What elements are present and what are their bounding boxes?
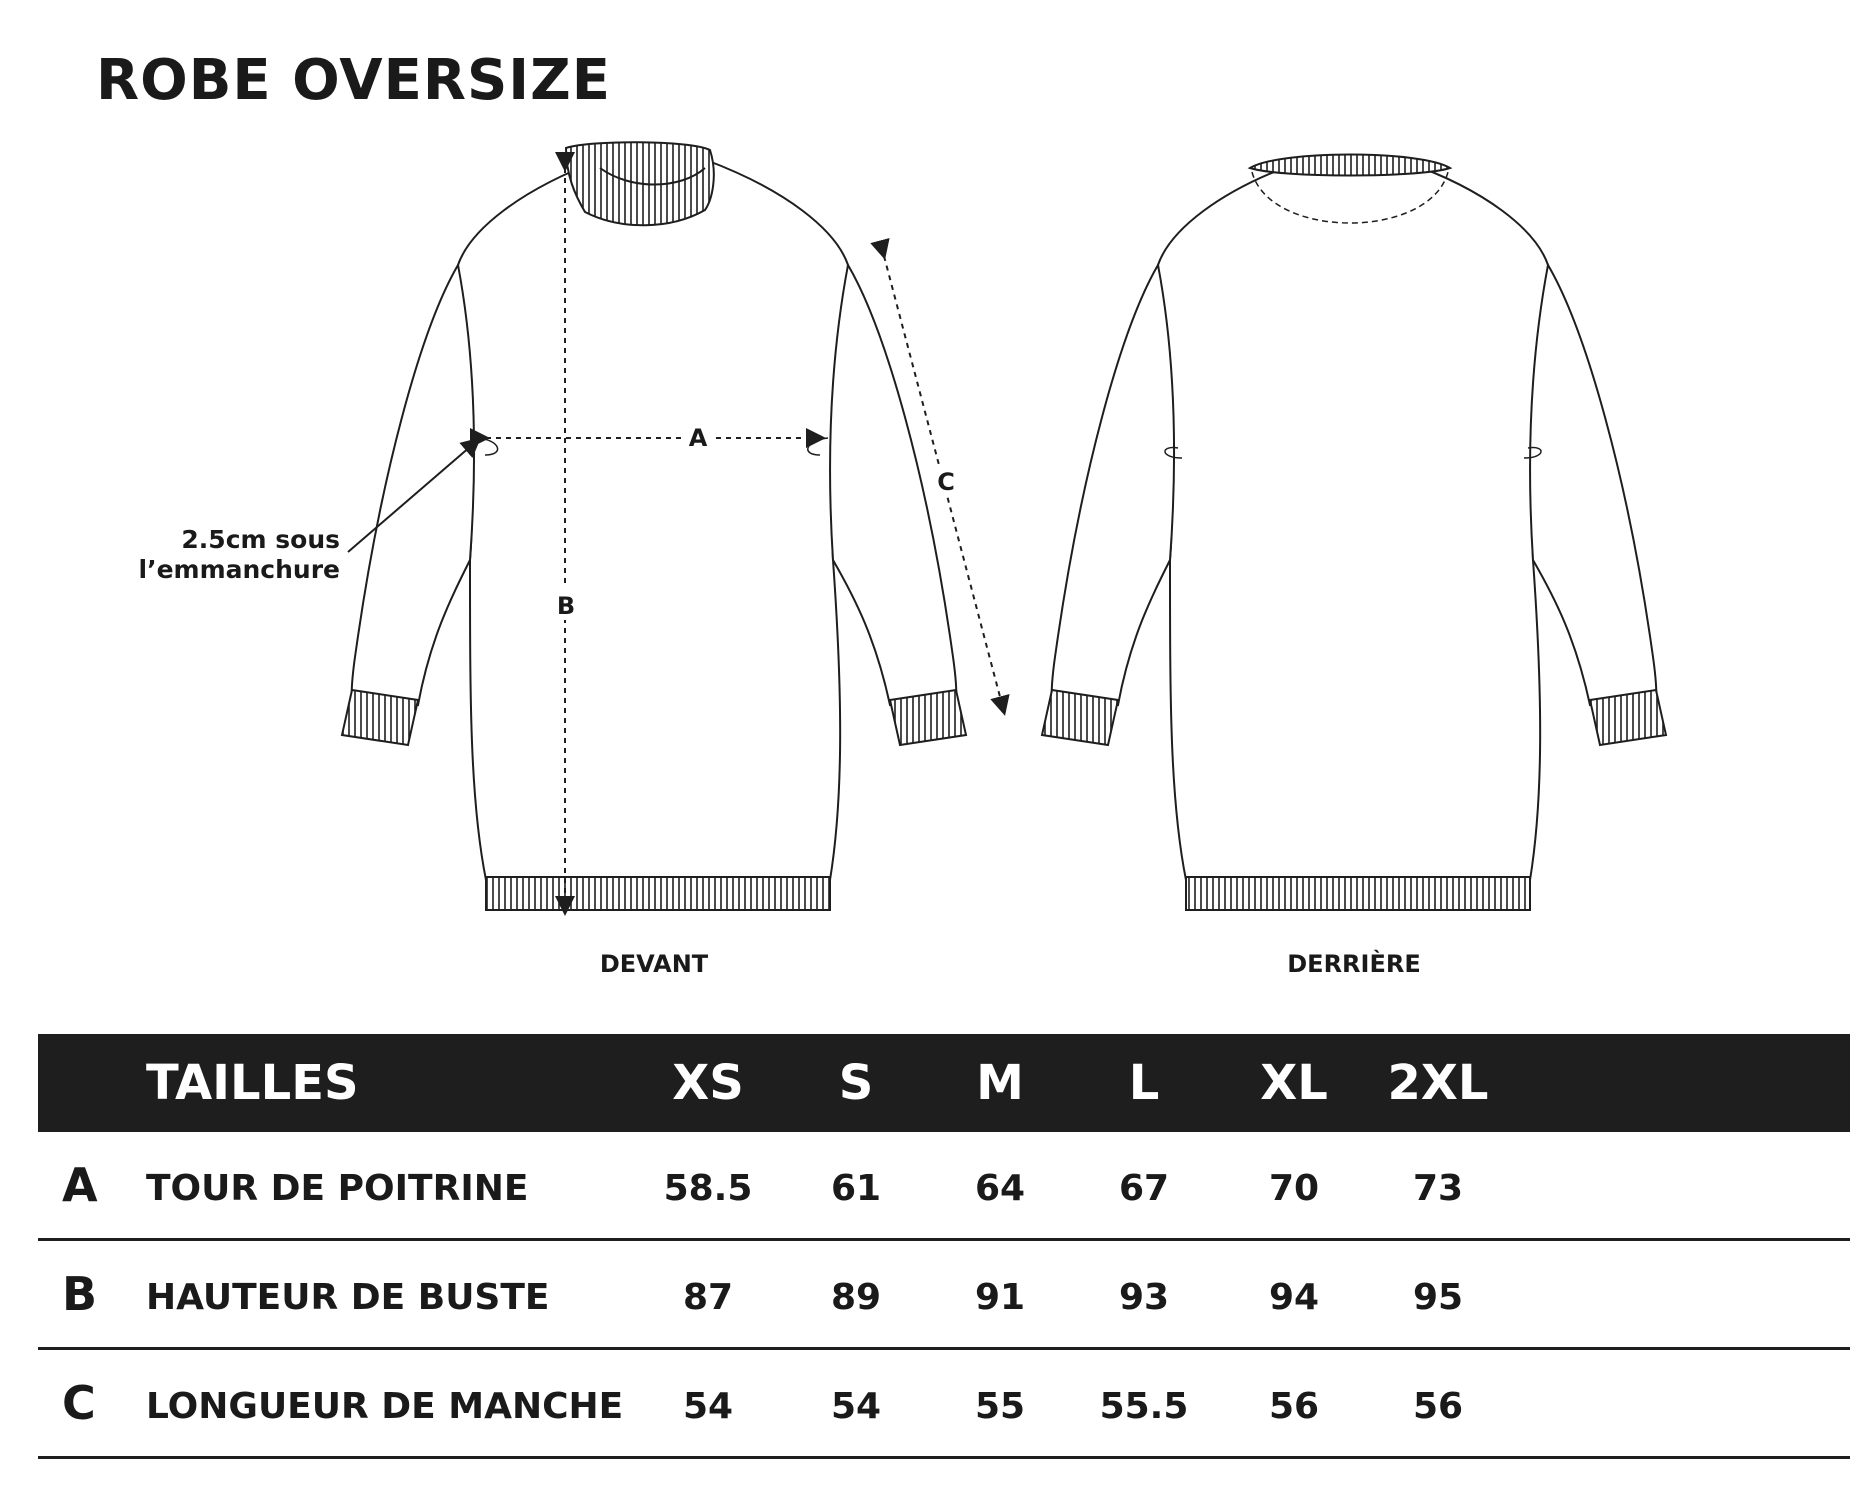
table-cell: 56	[1412, 1386, 1464, 1427]
table-cell: 89	[830, 1277, 882, 1318]
back-right-cuff	[1590, 690, 1666, 745]
front-dress-illustration	[342, 142, 966, 910]
table-cell: 93	[1118, 1277, 1170, 1318]
back-dress-illustration	[1042, 155, 1666, 911]
size-header-l: L	[1128, 1055, 1160, 1111]
back-right-sleeve	[1530, 265, 1656, 705]
table-cell: 55	[974, 1386, 1026, 1427]
table-cell: 91	[974, 1277, 1026, 1318]
armhole-note	[110, 525, 340, 585]
size-header-m: M	[976, 1055, 1024, 1111]
table-cell: 87	[682, 1277, 734, 1318]
table-cell: 73	[1412, 1168, 1464, 1209]
table-row	[38, 1132, 1850, 1241]
back-body-outline	[1158, 162, 1548, 880]
back-left-sleeve	[1052, 265, 1174, 705]
front-left-cuff	[342, 690, 418, 745]
front-body-outline	[458, 160, 848, 880]
armhole-note-line1: 2.5cm sous	[181, 525, 340, 554]
table-cell: 70	[1268, 1168, 1320, 1209]
size-table-header	[38, 1034, 1850, 1132]
size-header-xl: XL	[1260, 1055, 1328, 1111]
back-view-label: DERRIÈRE	[1287, 950, 1421, 978]
size-header-2xl: 2XL	[1387, 1055, 1489, 1111]
table-cell: 67	[1118, 1168, 1170, 1209]
row-label: LONGUEUR DE MANCHE	[146, 1386, 624, 1427]
table-cell: 54	[682, 1386, 734, 1427]
back-neck-rib	[1250, 155, 1450, 176]
table-row	[38, 1350, 1850, 1459]
row-letter: C	[62, 1376, 96, 1430]
table-cell: 94	[1268, 1277, 1320, 1318]
row-letter: B	[62, 1267, 98, 1321]
dimension-b-label: B	[556, 592, 576, 620]
page-title: ROBE OVERSIZE	[96, 48, 612, 113]
size-header-xs: XS	[672, 1055, 744, 1111]
row-label: HAUTEUR DE BUSTE	[146, 1277, 550, 1318]
front-hem-band	[486, 877, 830, 910]
table-cell: 64	[974, 1168, 1026, 1209]
table-cell: 58.5	[663, 1168, 753, 1209]
table-cell: 55.5	[1099, 1386, 1189, 1427]
size-table	[38, 1034, 1850, 1459]
dimension-a-label: A	[688, 424, 708, 452]
front-left-sleeve	[352, 265, 474, 705]
sizes-header-label: TAILLES	[146, 1055, 359, 1111]
dimension-c-label: C	[937, 468, 955, 496]
front-right-cuff	[890, 690, 966, 745]
table-cell: 54	[830, 1386, 882, 1427]
row-letter: A	[62, 1158, 98, 1212]
table-cell: 95	[1412, 1277, 1464, 1318]
row-label: TOUR DE POITRINE	[146, 1168, 529, 1209]
armhole-note-line2: l’emmanchure	[138, 555, 340, 584]
back-hem-band	[1186, 877, 1530, 910]
size-header-s: S	[838, 1055, 874, 1111]
table-cell: 56	[1268, 1386, 1320, 1427]
back-left-cuff	[1042, 690, 1118, 745]
table-row	[38, 1241, 1850, 1350]
table-cell: 61	[830, 1168, 882, 1209]
front-view-label: DEVANT	[599, 950, 709, 978]
